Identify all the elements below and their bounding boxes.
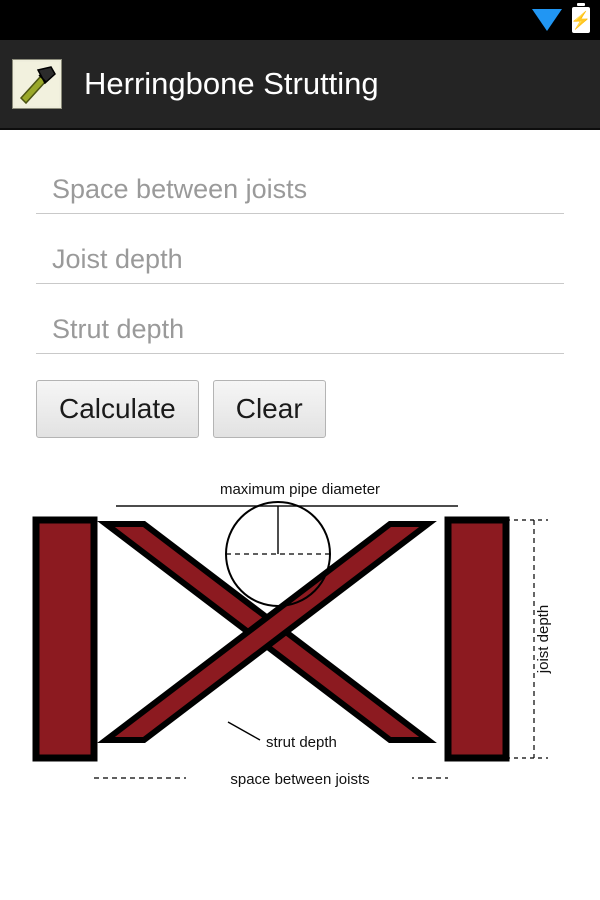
calculate-button[interactable]: Calculate (36, 380, 199, 438)
status-icons (532, 7, 590, 33)
action-bar (0, 40, 600, 130)
form-area (0, 170, 600, 438)
field-row-strut-depth (36, 310, 564, 354)
field-row-joist-depth (36, 240, 564, 284)
joist-depth-input[interactable] (36, 240, 564, 284)
right-joist (448, 520, 506, 758)
max-pipe-diameter-label: maximum pipe diameter (219, 481, 381, 498)
left-joist (36, 520, 94, 758)
strut-depth-label: strut depth (266, 734, 337, 751)
button-row (36, 380, 564, 438)
page-title: Herringbone Strutting (84, 66, 379, 101)
status-bar (0, 0, 600, 40)
strut-depth-leader (228, 722, 260, 740)
battery-bolt-icon: ⚡ (570, 10, 592, 30)
space-between-joists-input[interactable] (36, 170, 564, 214)
wifi-icon (532, 9, 562, 31)
field-row-space-between-joists (36, 170, 564, 214)
diagram-container (0, 472, 600, 802)
strut-depth-input[interactable] (36, 310, 564, 354)
battery-charging-icon (572, 7, 590, 33)
hammer-icon[interactable] (12, 59, 62, 109)
clear-button[interactable]: Clear (213, 380, 326, 438)
joist-depth-label: joist depth (535, 604, 552, 674)
herringbone-strutting-diagram (28, 472, 572, 802)
space-between-joists-label: space between joists (230, 771, 370, 788)
